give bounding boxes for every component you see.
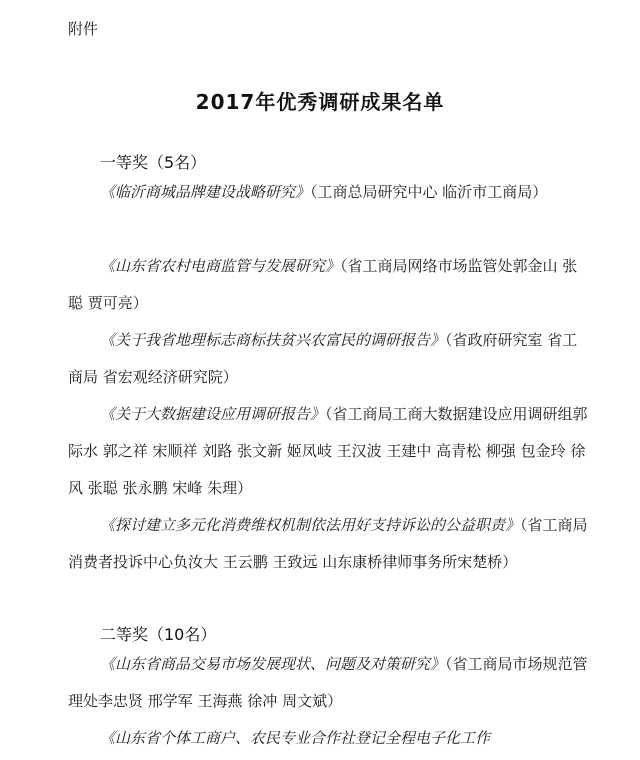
entry-title: 《山东省商品交易市场发展现状、问题及对策研究》	[100, 655, 446, 673]
entry-title: 《山东省农村电商监管与发展研究》	[100, 257, 341, 275]
entry-authors: （省工商局消费者投诉中心负汝大 王云鹏 王致远 山东康桥律师事务所宋楚桥）	[68, 516, 588, 571]
list-item	[68, 646, 588, 720]
entry-title: 《山东省个体工商户、农民专业合作社登记全程电子化工作	[100, 729, 491, 747]
entry-title: 《关于大数据建设应用调研报告》	[100, 405, 326, 423]
page-title: 2017年优秀调研成果名单	[195, 90, 445, 114]
attachment-label: 附件	[68, 20, 99, 38]
list-item	[68, 720, 588, 757]
list-item	[68, 322, 588, 396]
list-item	[68, 507, 588, 581]
entry-authors: （省工商局网络市场监管处郭金山 张聪 贾可亮）	[68, 257, 578, 312]
entry-authors: （省工商局市场规范管理处李忠贤 邢学军 王海燕 徐冲 周文斌）	[68, 655, 588, 710]
list-item	[68, 396, 588, 507]
entry-title: 《关于我省地理标志商标扶贫兴农富民的调研报告》	[100, 331, 446, 349]
list-item	[68, 248, 588, 322]
entry-authors: （省政府研究室 省工商局 省宏观经济研究院）	[68, 331, 578, 386]
entry-authors: （省工商局工商大数据建设应用调研组郭际水 郭之祥 宋顺祥 刘路 张文新 姬凤岐 王汉波 王建中 高青松 柳强 包金玲 徐风 张聪 张永鹏 宋峰 朱理）	[68, 405, 588, 497]
entry-title: 《临沂商城品牌建设战略研究》	[100, 183, 311, 201]
entry-title: 《探讨建立多元化消费维权机制依法用好支持诉讼的公益职责》	[100, 516, 521, 534]
section-heading-first-prize: 一等奖（5名）	[100, 153, 207, 172]
section-heading-second-prize: 二等奖（10名）	[100, 625, 217, 644]
list-item	[68, 174, 588, 211]
entry-authors: （工商总局研究中心 临沂市工商局）	[310, 183, 548, 201]
